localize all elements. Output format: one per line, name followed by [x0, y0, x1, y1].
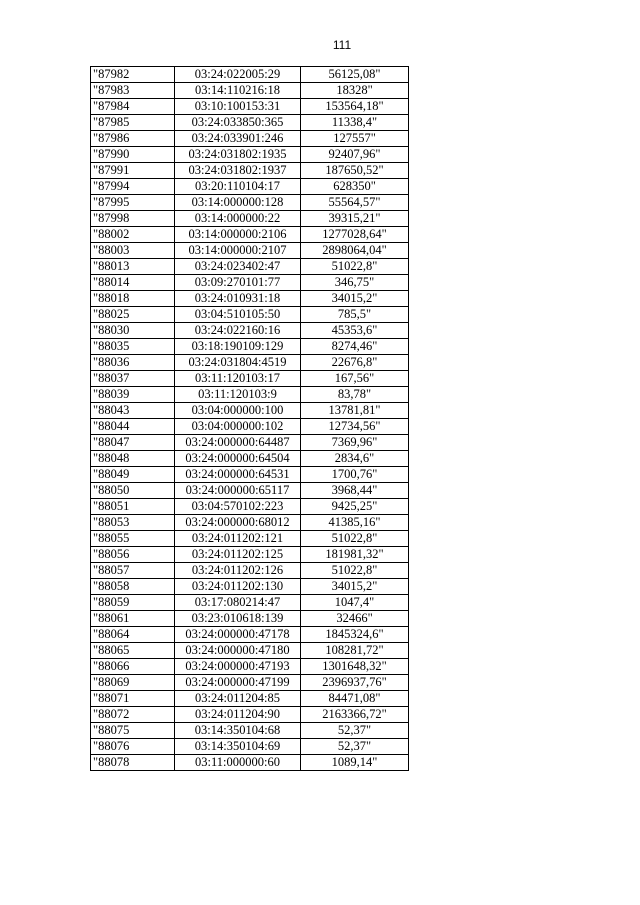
- record-id-cell: "88071: [91, 691, 175, 707]
- table-row: [91, 483, 409, 499]
- cadastral-number-cell: 03:23:010618:139: [175, 611, 301, 627]
- table-row: [91, 275, 409, 291]
- value-cell: 2163366,72": [301, 707, 409, 723]
- registry-table: [90, 66, 409, 771]
- table-row: [91, 739, 409, 755]
- cadastral-number-cell: 03:14:000000:22: [175, 211, 301, 227]
- record-id-cell: "88053: [91, 515, 175, 531]
- record-id-cell: "88036: [91, 355, 175, 371]
- table-row: [91, 163, 409, 179]
- value-cell: 3968,44": [301, 483, 409, 499]
- table-row: [91, 115, 409, 131]
- cadastral-number-cell: 03:14:350104:69: [175, 739, 301, 755]
- cadastral-number-cell: 03:24:000000:64531: [175, 467, 301, 483]
- cadastral-number-cell: 03:24:011204:90: [175, 707, 301, 723]
- value-cell: 167,56": [301, 371, 409, 387]
- table-row: [91, 323, 409, 339]
- table-row: [91, 515, 409, 531]
- table-row: [91, 563, 409, 579]
- table-row: [91, 451, 409, 467]
- table-row: [91, 691, 409, 707]
- value-cell: 628350": [301, 179, 409, 195]
- record-id-cell: "88059: [91, 595, 175, 611]
- record-id-cell: "88039: [91, 387, 175, 403]
- registry-table-body: [91, 67, 409, 771]
- table-row: [91, 723, 409, 739]
- table-row: [91, 387, 409, 403]
- page-number: 111: [332, 38, 352, 52]
- table-row: [91, 99, 409, 115]
- value-cell: 92407,96": [301, 147, 409, 163]
- value-cell: 11338,4": [301, 115, 409, 131]
- value-cell: 13781,81": [301, 403, 409, 419]
- value-cell: 1845324,6": [301, 627, 409, 643]
- value-cell: 1277028,64": [301, 227, 409, 243]
- table-row: [91, 627, 409, 643]
- cadastral-number-cell: 03:24:000000:64487: [175, 435, 301, 451]
- value-cell: 34015,2": [301, 291, 409, 307]
- value-cell: 84471,08": [301, 691, 409, 707]
- record-id-cell: "88058: [91, 579, 175, 595]
- value-cell: 153564,18": [301, 99, 409, 115]
- record-id-cell: "88030: [91, 323, 175, 339]
- cadastral-number-cell: 03:24:033901:246: [175, 131, 301, 147]
- value-cell: 34015,2": [301, 579, 409, 595]
- cadastral-number-cell: 03:24:022005:29: [175, 67, 301, 83]
- value-cell: 785,5": [301, 307, 409, 323]
- table-row: [91, 595, 409, 611]
- cadastral-number-cell: 03:11:120103:9: [175, 387, 301, 403]
- cadastral-number-cell: 03:24:011202:125: [175, 547, 301, 563]
- cadastral-number-cell: 03:14:110216:18: [175, 83, 301, 99]
- record-id-cell: "88078: [91, 755, 175, 771]
- record-id-cell: "88013: [91, 259, 175, 275]
- record-id-cell: "88051: [91, 499, 175, 515]
- value-cell: 51022,8": [301, 563, 409, 579]
- table-row: [91, 83, 409, 99]
- table-row: [91, 291, 409, 307]
- cadastral-number-cell: 03:10:100153:31: [175, 99, 301, 115]
- record-id-cell: "88076: [91, 739, 175, 755]
- table-row: [91, 643, 409, 659]
- record-id-cell: "87998: [91, 211, 175, 227]
- cadastral-number-cell: 03:24:000000:47178: [175, 627, 301, 643]
- record-id-cell: "88049: [91, 467, 175, 483]
- table-row: [91, 755, 409, 771]
- record-id-cell: "88002: [91, 227, 175, 243]
- cadastral-number-cell: 03:04:570102:223: [175, 499, 301, 515]
- table-row: [91, 675, 409, 691]
- record-id-cell: "87994: [91, 179, 175, 195]
- record-id-cell: "88044: [91, 419, 175, 435]
- table-row: [91, 403, 409, 419]
- record-id-cell: "88003: [91, 243, 175, 259]
- cadastral-number-cell: 03:24:000000:47193: [175, 659, 301, 675]
- cadastral-number-cell: 03:24:022160:16: [175, 323, 301, 339]
- record-id-cell: "88050: [91, 483, 175, 499]
- record-id-cell: "88072: [91, 707, 175, 723]
- record-id-cell: "88061: [91, 611, 175, 627]
- value-cell: 32466": [301, 611, 409, 627]
- value-cell: 1089,14": [301, 755, 409, 771]
- value-cell: 1700,76": [301, 467, 409, 483]
- cadastral-number-cell: 03:24:023402:47: [175, 259, 301, 275]
- record-id-cell: "88069: [91, 675, 175, 691]
- cadastral-number-cell: 03:24:011202:130: [175, 579, 301, 595]
- cadastral-number-cell: 03:24:000000:47199: [175, 675, 301, 691]
- table-row: [91, 227, 409, 243]
- value-cell: 9425,25": [301, 499, 409, 515]
- value-cell: 55564,57": [301, 195, 409, 211]
- record-id-cell: "88066: [91, 659, 175, 675]
- value-cell: 7369,96": [301, 435, 409, 451]
- value-cell: 56125,08": [301, 67, 409, 83]
- table-row: [91, 579, 409, 595]
- table-row: [91, 355, 409, 371]
- cadastral-number-cell: 03:24:011202:126: [175, 563, 301, 579]
- table-row: [91, 307, 409, 323]
- cadastral-number-cell: 03:17:080214:47: [175, 595, 301, 611]
- table-row: [91, 435, 409, 451]
- cadastral-number-cell: 03:20:110104:17: [175, 179, 301, 195]
- cadastral-number-cell: 03:24:011204:85: [175, 691, 301, 707]
- cadastral-number-cell: 03:04:510105:50: [175, 307, 301, 323]
- table-row: [91, 419, 409, 435]
- value-cell: 12734,56": [301, 419, 409, 435]
- value-cell: 2396937,76": [301, 675, 409, 691]
- record-id-cell: "87983: [91, 83, 175, 99]
- record-id-cell: "87991: [91, 163, 175, 179]
- value-cell: 52,37": [301, 739, 409, 755]
- value-cell: 51022,8": [301, 259, 409, 275]
- table-row: [91, 179, 409, 195]
- cadastral-number-cell: 03:11:120103:17: [175, 371, 301, 387]
- table-row: [91, 147, 409, 163]
- record-id-cell: "87990: [91, 147, 175, 163]
- table-row: [91, 243, 409, 259]
- table-row: [91, 611, 409, 627]
- record-id-cell: "88065: [91, 643, 175, 659]
- record-id-cell: "87985: [91, 115, 175, 131]
- cadastral-number-cell: 03:18:190109:129: [175, 339, 301, 355]
- value-cell: 127557": [301, 131, 409, 147]
- value-cell: 181981,32": [301, 547, 409, 563]
- record-id-cell: "87986: [91, 131, 175, 147]
- cadastral-number-cell: 03:14:350104:68: [175, 723, 301, 739]
- record-id-cell: "87982: [91, 67, 175, 83]
- cadastral-number-cell: 03:09:270101:77: [175, 275, 301, 291]
- value-cell: 2898064,04": [301, 243, 409, 259]
- table-row: [91, 371, 409, 387]
- table-row: [91, 339, 409, 355]
- record-id-cell: "87984: [91, 99, 175, 115]
- table-row: [91, 531, 409, 547]
- cadastral-number-cell: 03:24:000000:64504: [175, 451, 301, 467]
- cadastral-number-cell: 03:14:000000:2107: [175, 243, 301, 259]
- record-id-cell: "88043: [91, 403, 175, 419]
- value-cell: 1047,4": [301, 595, 409, 611]
- cadastral-number-cell: 03:11:000000:60: [175, 755, 301, 771]
- value-cell: 2834,6": [301, 451, 409, 467]
- value-cell: 187650,52": [301, 163, 409, 179]
- value-cell: 1301648,32": [301, 659, 409, 675]
- record-id-cell: "88056: [91, 547, 175, 563]
- value-cell: 18328": [301, 83, 409, 99]
- record-id-cell: "88035: [91, 339, 175, 355]
- table-row: [91, 707, 409, 723]
- cadastral-number-cell: 03:24:000000:65117: [175, 483, 301, 499]
- value-cell: 22676,8": [301, 355, 409, 371]
- table-row: [91, 67, 409, 83]
- value-cell: 52,37": [301, 723, 409, 739]
- record-id-cell: "88075: [91, 723, 175, 739]
- cadastral-number-cell: 03:24:010931:18: [175, 291, 301, 307]
- record-id-cell: "87995: [91, 195, 175, 211]
- table-row: [91, 131, 409, 147]
- table-row: [91, 211, 409, 227]
- cadastral-number-cell: 03:24:000000:68012: [175, 515, 301, 531]
- cadastral-number-cell: 03:24:011202:121: [175, 531, 301, 547]
- table-row: [91, 547, 409, 563]
- cadastral-number-cell: 03:24:031804:4519: [175, 355, 301, 371]
- value-cell: 8274,46": [301, 339, 409, 355]
- value-cell: 108281,72": [301, 643, 409, 659]
- value-cell: 51022,8": [301, 531, 409, 547]
- record-id-cell: "88014: [91, 275, 175, 291]
- table-row: [91, 499, 409, 515]
- cadastral-number-cell: 03:24:033850:365: [175, 115, 301, 131]
- cadastral-number-cell: 03:04:000000:102: [175, 419, 301, 435]
- value-cell: 346,75": [301, 275, 409, 291]
- record-id-cell: "88037: [91, 371, 175, 387]
- record-id-cell: "88057: [91, 563, 175, 579]
- value-cell: 39315,21": [301, 211, 409, 227]
- record-id-cell: "88018: [91, 291, 175, 307]
- cadastral-number-cell: 03:14:000000:128: [175, 195, 301, 211]
- cadastral-number-cell: 03:24:031802:1937: [175, 163, 301, 179]
- record-id-cell: "88025: [91, 307, 175, 323]
- table-row: [91, 467, 409, 483]
- value-cell: 41385,16": [301, 515, 409, 531]
- cadastral-number-cell: 03:04:000000:100: [175, 403, 301, 419]
- table-row: [91, 659, 409, 675]
- table-row: [91, 259, 409, 275]
- record-id-cell: "88055: [91, 531, 175, 547]
- record-id-cell: "88047: [91, 435, 175, 451]
- table-row: [91, 195, 409, 211]
- record-id-cell: "88064: [91, 627, 175, 643]
- value-cell: 83,78": [301, 387, 409, 403]
- cadastral-number-cell: 03:14:000000:2106: [175, 227, 301, 243]
- value-cell: 45353,6": [301, 323, 409, 339]
- record-id-cell: "88048: [91, 451, 175, 467]
- cadastral-number-cell: 03:24:031802:1935: [175, 147, 301, 163]
- cadastral-number-cell: 03:24:000000:47180: [175, 643, 301, 659]
